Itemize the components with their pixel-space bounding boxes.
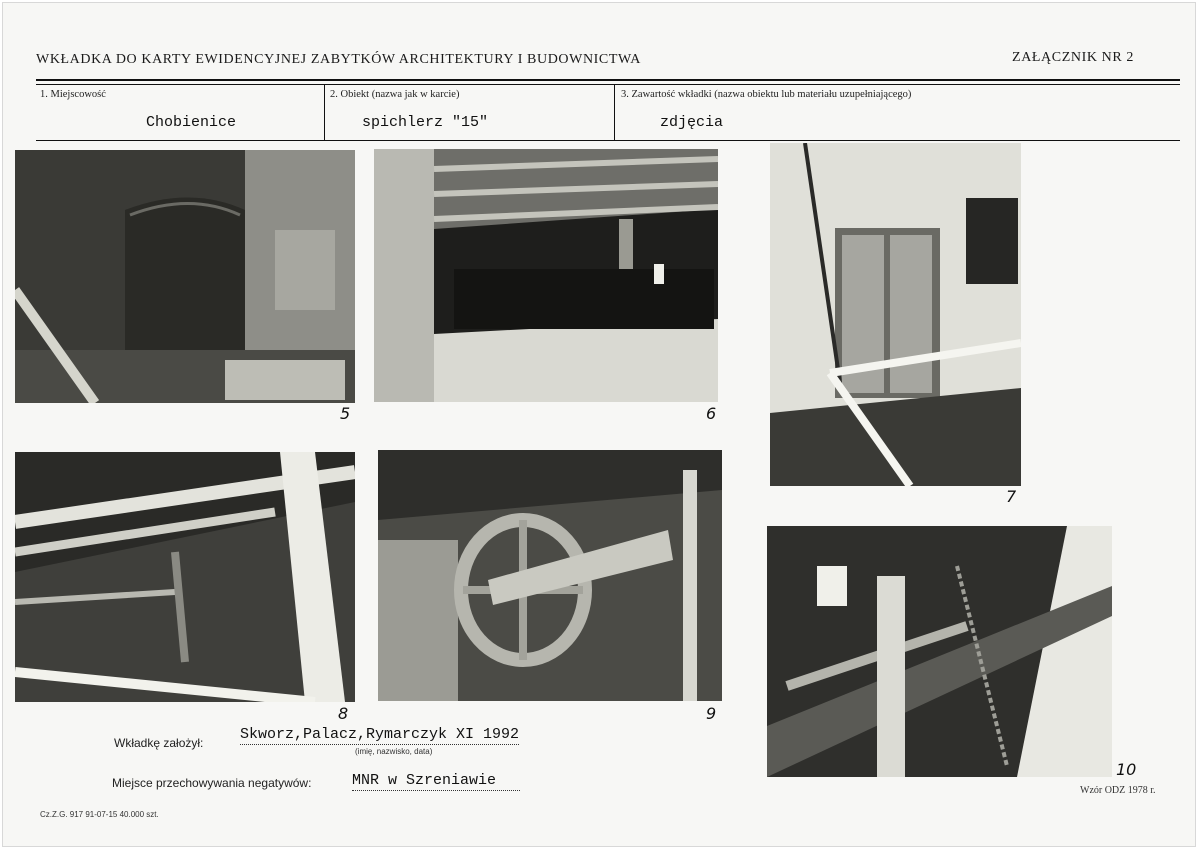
photo-5-interior-door <box>15 150 355 403</box>
contents-label: 3. Zawartość wkładki (nazwa obiektu lub materiału uzupełniającego) <box>621 89 912 100</box>
object-value: spichlerz "15" <box>362 114 489 131</box>
photo-6-number: 6 <box>706 404 717 423</box>
created-by-value: Skworz,Palacz,Rymarczyk XI 1992 <box>240 726 520 743</box>
photo-9-hoist-wheel <box>378 450 722 701</box>
field-rule <box>36 84 1180 85</box>
locality-label: 1. Miejscowość <box>40 89 106 100</box>
negatives-value: MNR w Szreniawie <box>352 772 520 791</box>
created-by-label: Wkładkę założył: <box>114 736 204 750</box>
field-bottom-rule <box>36 140 1180 141</box>
locality-value: Chobienice <box>146 114 237 131</box>
photo-7-number: 7 <box>1006 487 1017 506</box>
print-note: Cz.Z.G. 917 91-07-15 40.000 szt. <box>40 810 159 819</box>
photo-10-stair-chain <box>767 526 1112 777</box>
photo-8-roof-beams <box>15 452 355 702</box>
photo-9-number: 9 <box>706 704 717 723</box>
header-rule <box>36 79 1180 81</box>
form-title: WKŁADKA DO KARTY EWIDENCYJNEJ ZABYTKÓW ARCHITEKTURY I BUDOWNICTWA <box>36 52 641 67</box>
object-label: 2. Obiekt (nazwa jak w karcie) <box>330 89 460 100</box>
photo-stair-chain-icon <box>767 526 1112 777</box>
annex-number: ZAŁĄCZNIK NR 2 <box>1012 50 1134 65</box>
negatives-label: Miejsce przechowywania negatywów: <box>112 776 312 790</box>
photo-interior-door-icon <box>15 150 355 403</box>
photo-roof-beams-icon <box>15 452 355 702</box>
contents-value: zdjęcia <box>660 114 724 131</box>
template-note: Wzór ODZ 1978 r. <box>1080 785 1156 796</box>
photo-hoist-wheel-icon <box>378 450 722 701</box>
field-divider-2 <box>614 84 615 140</box>
photo-7-stair-door <box>770 143 1021 486</box>
photo-5-number: 5 <box>340 404 351 423</box>
created-by-hint: (imię, nazwisko, data) <box>355 747 433 756</box>
photo-stair-door-icon <box>770 143 1021 486</box>
photo-6-interior-hall <box>374 149 718 402</box>
photo-interior-hall-icon <box>374 149 718 402</box>
photo-8-number: 8 <box>338 704 349 723</box>
field-divider-1 <box>324 84 325 140</box>
photo-10-number: 10 <box>1116 760 1137 779</box>
